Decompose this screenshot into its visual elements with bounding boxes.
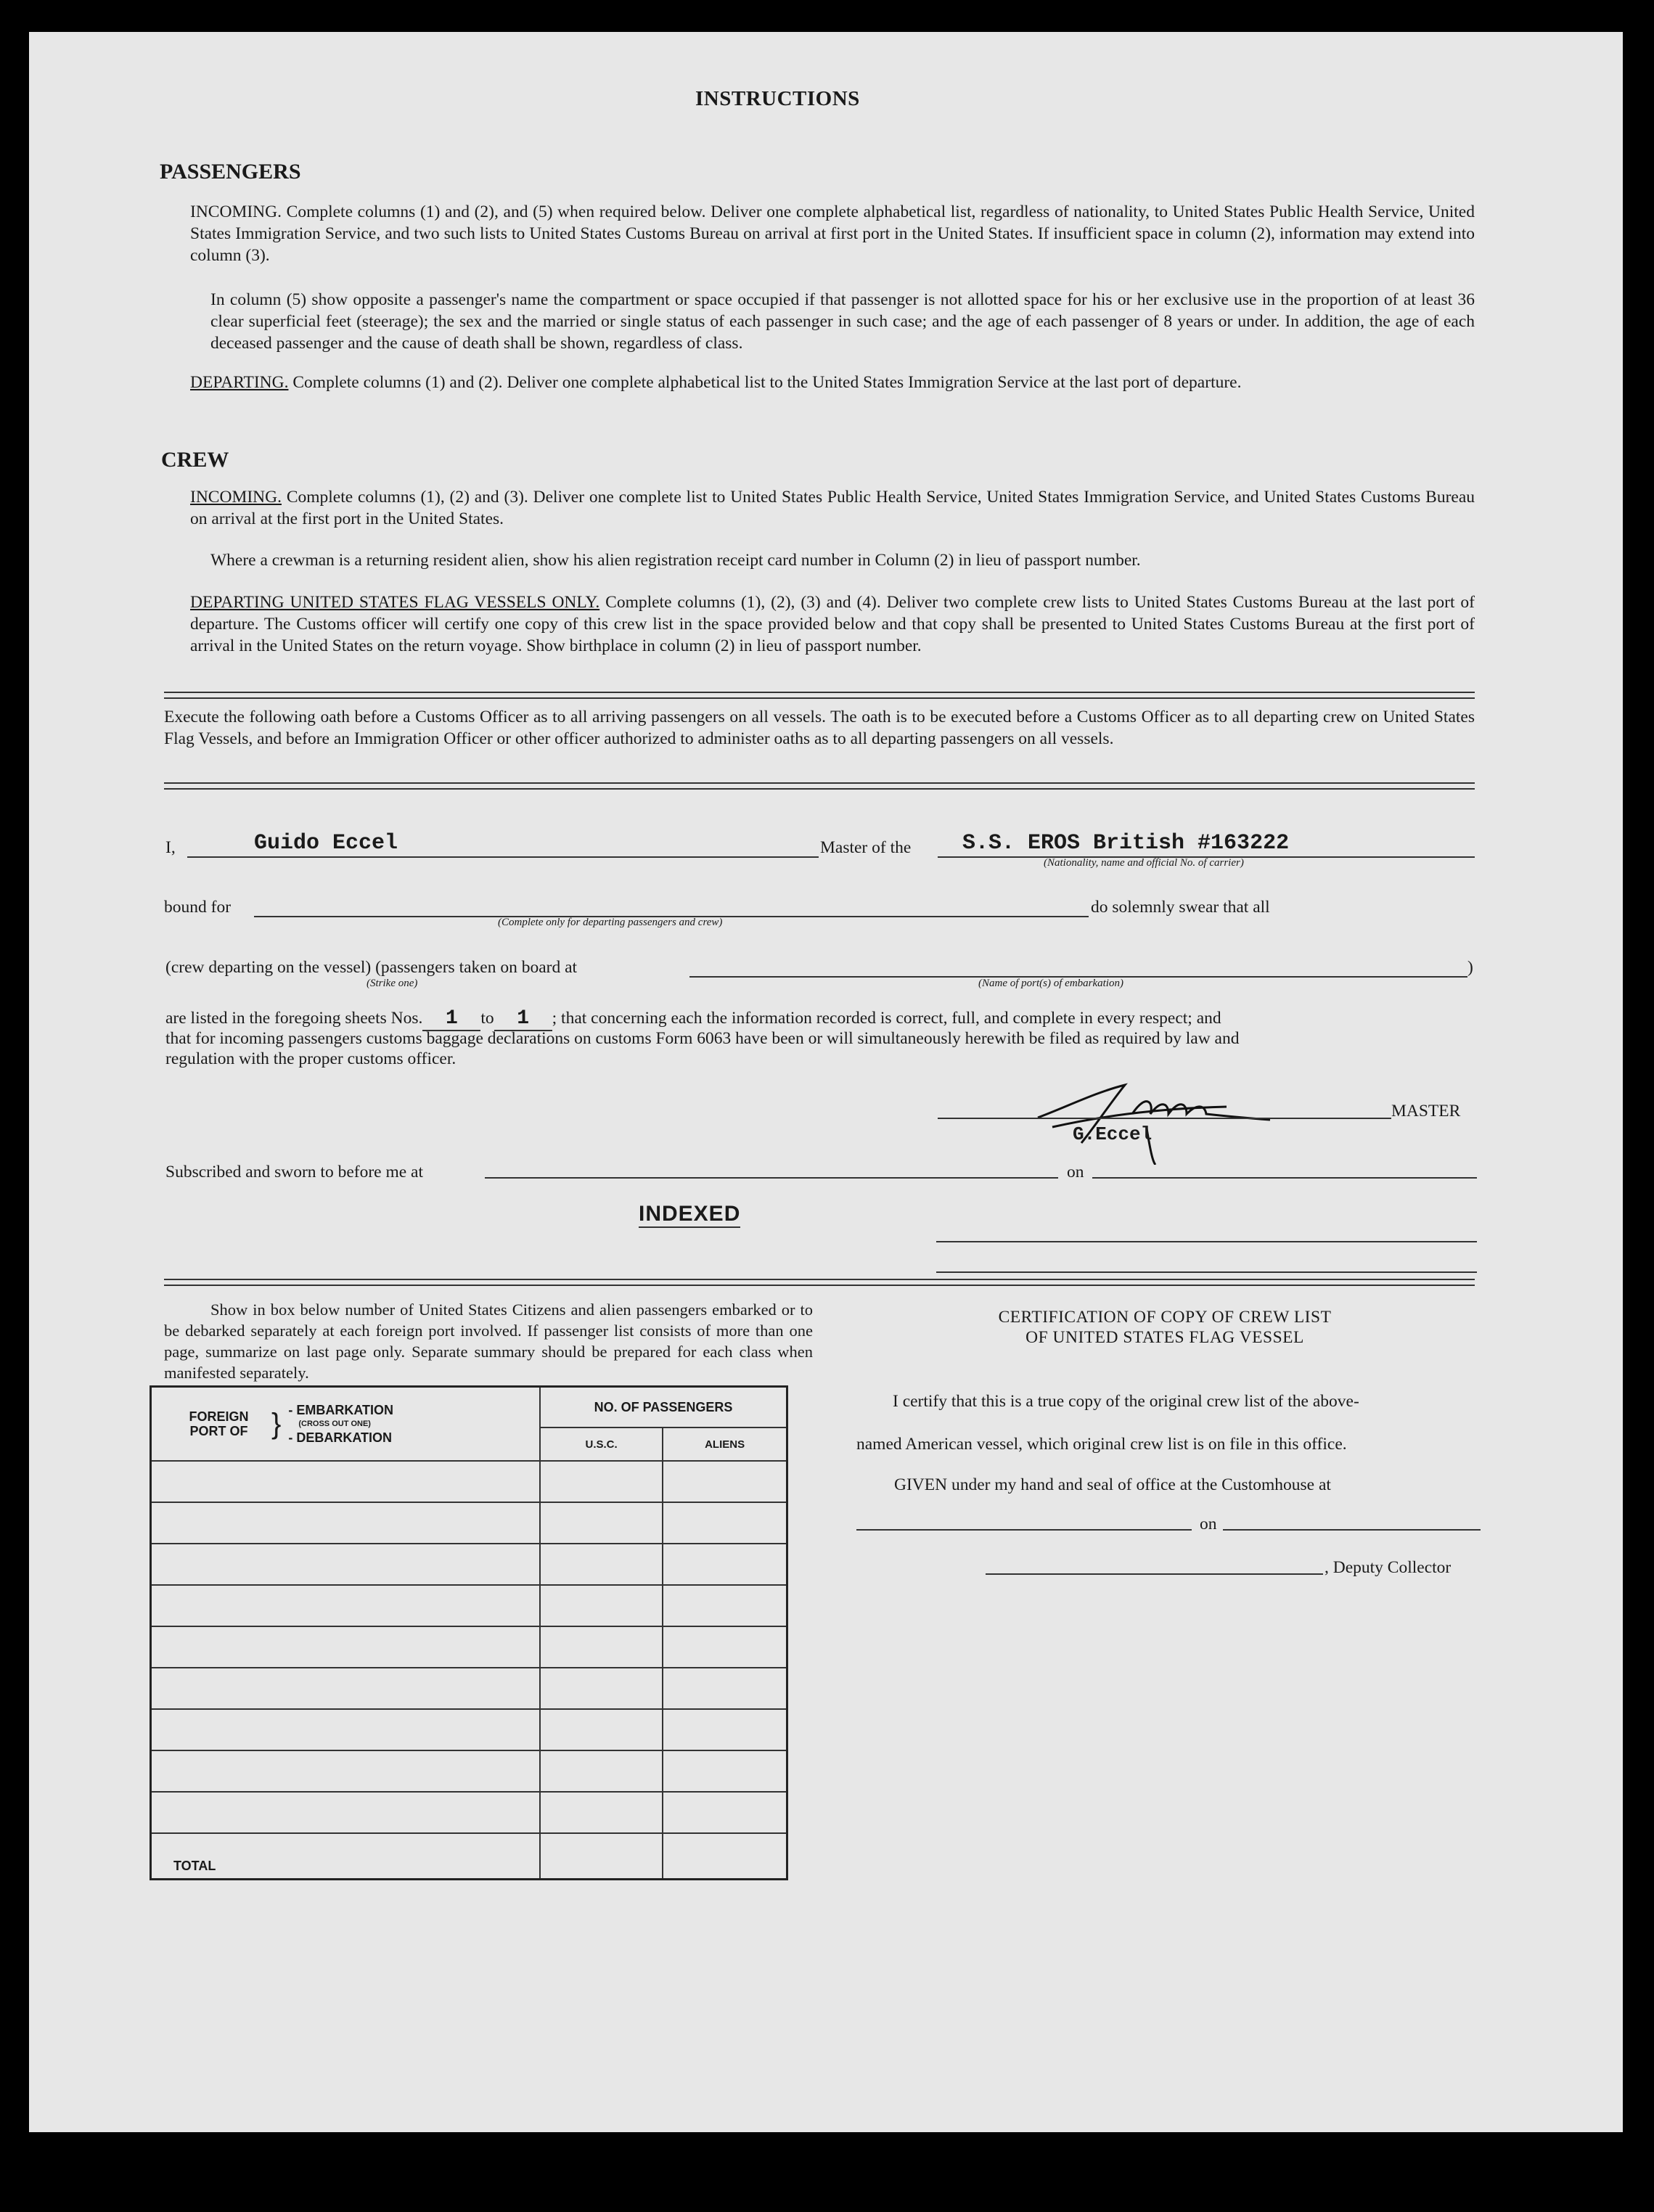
master-signature-line	[938, 1118, 1391, 1119]
oath-instruction: Execute the following oath before a Customs Officer as to all arriving passengers on all vessels. The oath is to be executed before a Customs Officer as to all departing crew on United States Flag Vessels, and before an Immigration Officer or other officer authorized to administer oaths as to all departing passengers on all vessels.	[164, 708, 1475, 748]
crew-departing-label: (crew departing on the vessel) (passengers taken on board at	[165, 958, 578, 977]
port-cell[interactable]	[151, 1502, 541, 1544]
passengers-heading: PASSENGERS	[160, 160, 301, 184]
embarkation-ports-caption: (Name of port(s) of embarkation)	[978, 978, 1123, 989]
foreign-port-label: FOREIGN PORT OF	[189, 1409, 249, 1438]
aliens-cell[interactable]	[663, 1502, 787, 1544]
table-row	[151, 1544, 787, 1585]
crew-departing-label: DEPARTING UNITED STATES FLAG VESSELS ONLY.	[190, 593, 600, 612]
sheet-from-field[interactable]: 1	[422, 1007, 480, 1031]
port-cell[interactable]	[151, 1585, 541, 1626]
indexed-stamp: INDEXED	[639, 1202, 740, 1228]
usc-header: U.S.C.	[540, 1427, 663, 1461]
passengers-incoming-text: Complete columns (1) and (2), and (5) when required below. Deliver one complete alphabetical list, regardless of nationality, to United States Public Health Service, United States Immigration Service, and two such lists to United States Customs Bureau on arrival at first port in the United States. If insufficient space in column (2), information may extend into column (3).	[190, 202, 1475, 265]
master-name-line	[187, 856, 819, 858]
aliens-total-cell[interactable]	[663, 1833, 787, 1880]
master-label: MASTER	[1391, 1102, 1461, 1121]
embarkation-label: - EMBARKATION	[288, 1402, 394, 1417]
listed-prefix: are listed in the foregoing sheets Nos.	[165, 1009, 423, 1028]
total-label: TOTAL	[151, 1833, 541, 1880]
to-label: to	[480, 1009, 494, 1028]
subscribed-on-label: on	[1067, 1163, 1084, 1181]
port-cell[interactable]	[151, 1750, 541, 1792]
listed-suffix: ; that concerning each the information recorded is correct, full, and complete in every respect; and	[552, 1009, 1221, 1028]
subscribed-date-line[interactable]	[1092, 1177, 1477, 1179]
subscribed-label: Subscribed and sworn to before me at	[165, 1163, 424, 1181]
port-cell[interactable]	[151, 1792, 541, 1833]
strike-one-caption: (Strike one)	[367, 978, 418, 989]
crew-resident-paragraph: Where a crewman is a returning resident alien, show his alien registration receipt card number in Column (2) in lieu of passport number.	[210, 551, 1141, 570]
crew-incoming-label: INCOMING.	[190, 488, 282, 507]
aliens-cell[interactable]	[663, 1461, 787, 1502]
usc-cell[interactable]	[540, 1626, 663, 1668]
vessel-field[interactable]: S.S. EROS British #163222	[962, 831, 1290, 856]
bound-for-caption: (Complete only for departing passengers and crew)	[498, 917, 723, 928]
cross-out-note: (CROSS OUT ONE)	[298, 1419, 371, 1428]
table-row	[151, 1750, 787, 1792]
foreign-port-header	[151, 1387, 541, 1462]
port-cell[interactable]	[151, 1668, 541, 1709]
certification-line-3: GIVEN under my hand and seal of office at the Customhouse at	[894, 1475, 1331, 1494]
aliens-cell[interactable]	[663, 1544, 787, 1585]
usc-cell[interactable]	[540, 1585, 663, 1626]
master-of-label: Master of the	[820, 838, 912, 857]
aliens-header: ALIENS	[663, 1427, 787, 1461]
usc-cell[interactable]	[540, 1750, 663, 1792]
passengers-departing-label: DEPARTING.	[190, 373, 289, 392]
aliens-cell[interactable]	[663, 1585, 787, 1626]
sheet-to-field[interactable]: 1	[494, 1007, 552, 1031]
summary-instruction: Show in box below number of United States Citizens and alien passengers embarked or to be debarked separately at each foreign port involved. If passenger list consists of more than one page, summarize on last page only. Separate summary should be prepared for each class when manifested separately.	[164, 1300, 813, 1382]
port-cell[interactable]	[151, 1709, 541, 1750]
close-paren: )	[1467, 958, 1473, 977]
usc-cell[interactable]	[540, 1792, 663, 1833]
passengers-incoming-label: INCOMING.	[190, 202, 282, 221]
crew-departing-paragraph	[190, 591, 1475, 657]
table-row	[151, 1792, 787, 1833]
passengers-incoming-paragraph	[190, 201, 1475, 266]
table-row	[151, 1585, 787, 1626]
crew-departing-text: Complete columns (1), (2), (3) and (4). Deliver two complete crew lists to United States Customs Bureau at the last port of departure. The Customs officer will certify one copy of this crew list in the space provided below and that copy shall be presented to United States Customs Bureau at the first port of arrival in the United States on the return voyage. Show birthplace in column (2) in lieu of passport number.	[190, 593, 1475, 655]
table-row	[151, 1502, 787, 1544]
usc-total-cell[interactable]	[540, 1833, 663, 1880]
usc-cell[interactable]	[540, 1461, 663, 1502]
passenger-summary-table	[150, 1385, 788, 1880]
passengers-column5-paragraph: In column (5) show opposite a passenger's name the compartment or space occupied if that passenger is not allotted space for his or her exclusive use in the proportion of at least 36 clear superficial feet (steerage); the sex and the married or single status of each passenger in such case; and the age of each passenger of 8 years or under. In addition, the age of each deceased passenger and the cause of death shall be shown, regardless of class.	[210, 290, 1475, 353]
brace-glyph: }	[271, 1408, 282, 1440]
page-title: INSTRUCTIONS	[695, 87, 860, 110]
passengers-departing-text: Complete columns (1) and (2). Deliver one complete alphabetical list to the United States Immigration Service at the last port of departure.	[292, 373, 1242, 392]
crew-heading: CREW	[161, 448, 229, 472]
master-name-field[interactable]: Guido Eccel	[254, 831, 398, 856]
aliens-cell[interactable]	[663, 1668, 787, 1709]
usc-cell[interactable]	[540, 1544, 663, 1585]
subscribed-place-line[interactable]	[485, 1177, 1058, 1179]
section-divider	[164, 782, 1475, 790]
table-row	[151, 1668, 787, 1709]
debarkation-label: - DEBARKATION	[288, 1430, 393, 1445]
typed-signature: G.Eccel	[1073, 1123, 1153, 1145]
listed-sheets-line	[165, 1007, 1476, 1031]
aliens-cell[interactable]	[663, 1626, 787, 1668]
swear-label: do solemnly swear that all	[1091, 898, 1270, 917]
crew-incoming-text: Complete columns (1), (2) and (3). Deliver one complete list to United States Public Health Service, United States Immigration Service, and United States Customs Bureau on arrival at the first port in the United States.	[190, 488, 1475, 528]
section-divider	[164, 1279, 1475, 1286]
certification-line-1: I certify that this is a true copy of the original crew list of the above-	[893, 1392, 1359, 1411]
master-signature	[1023, 1063, 1299, 1165]
certification-title-2: OF UNITED STATES FLAG VESSEL	[1025, 1328, 1304, 1347]
aliens-cell[interactable]	[663, 1792, 787, 1833]
port-cell[interactable]	[151, 1626, 541, 1668]
port-cell[interactable]	[151, 1544, 541, 1585]
total-row	[151, 1833, 787, 1880]
usc-cell[interactable]	[540, 1502, 663, 1544]
listed-line2: that for incoming passengers customs baggage declarations on customs Form 6063 have been or will simultaneously herewith be filed as required by law and	[165, 1029, 1240, 1048]
certification-date-line[interactable]	[1223, 1529, 1481, 1531]
table-row	[151, 1461, 787, 1502]
certification-line-2: named American vessel, which original crew list is on file in this office.	[856, 1435, 1347, 1454]
bound-for-label: bound for	[164, 898, 232, 917]
certification-title-1: CERTIFICATION OF COPY OF CREW LIST	[998, 1308, 1332, 1327]
passengers-departing-paragraph	[190, 372, 1475, 393]
certification-on-label: on	[1200, 1515, 1217, 1533]
table-row	[151, 1626, 787, 1668]
crew-incoming-paragraph	[190, 486, 1475, 530]
deputy-collector-line[interactable]	[986, 1573, 1323, 1575]
no-of-passengers-header: NO. OF PASSENGERS	[540, 1387, 787, 1428]
listed-line3: regulation with the proper customs officer.	[165, 1049, 457, 1068]
vessel-caption: (Nationality, name and official No. of carrier)	[1044, 857, 1244, 869]
summary-header-row	[151, 1387, 787, 1428]
deputy-collector-label: , Deputy Collector	[1325, 1558, 1452, 1577]
officer-line-2	[936, 1271, 1477, 1273]
table-row	[151, 1709, 787, 1750]
aliens-cell[interactable]	[663, 1709, 787, 1750]
customhouse-line[interactable]	[856, 1529, 1192, 1531]
aliens-cell[interactable]	[663, 1750, 787, 1792]
section-divider	[164, 692, 1475, 699]
port-cell[interactable]	[151, 1461, 541, 1502]
officer-line-1	[936, 1241, 1477, 1242]
oath-i-label: I,	[165, 838, 176, 857]
usc-cell[interactable]	[540, 1709, 663, 1750]
usc-cell[interactable]	[540, 1668, 663, 1709]
